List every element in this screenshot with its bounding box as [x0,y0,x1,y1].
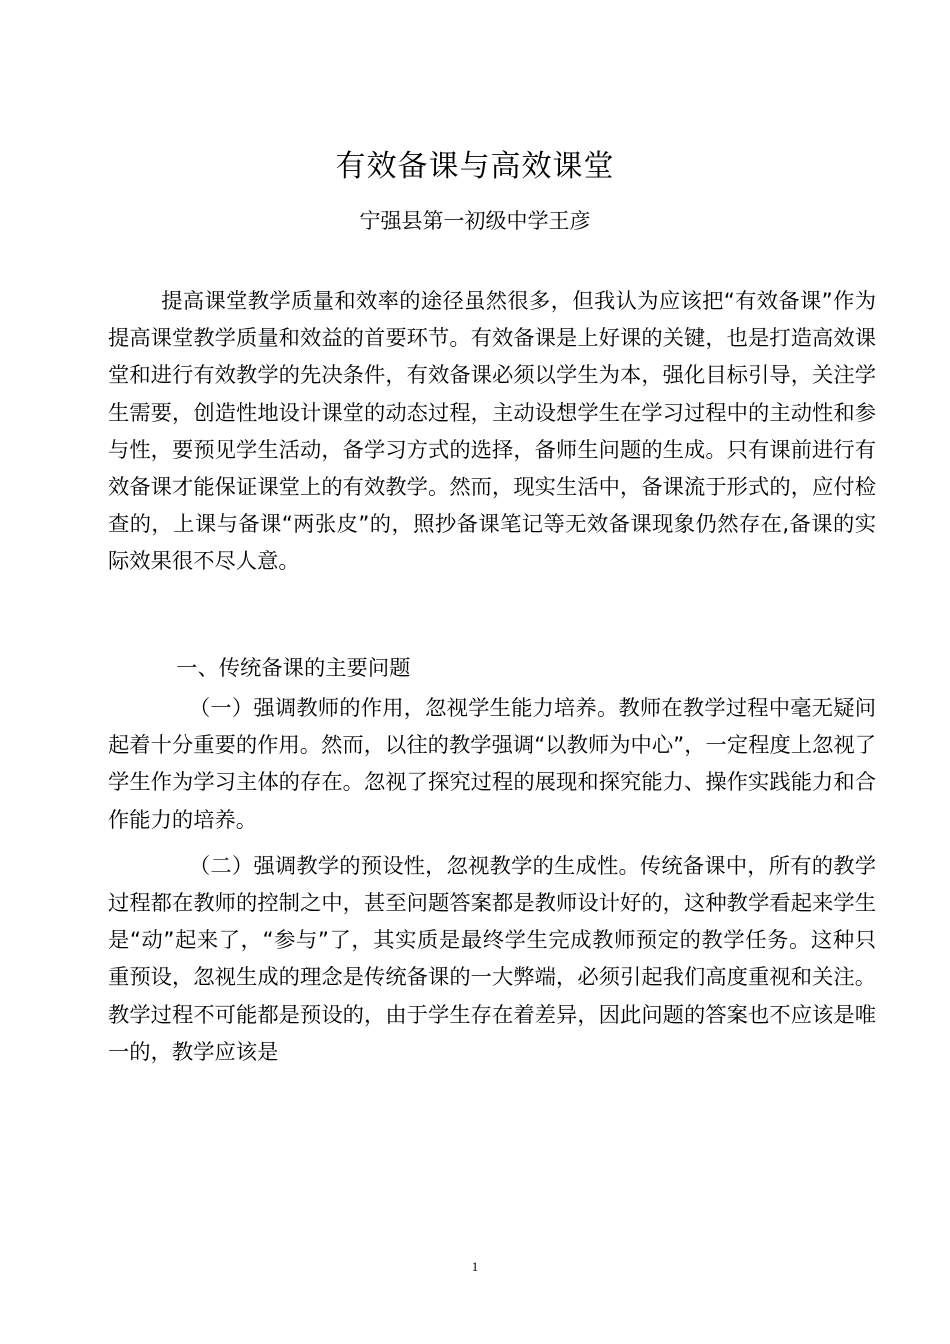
point-two-paragraph: （二）强调教学的预设性，忽视教学的生成性。传统备课中，所有的教学过程都在教师的控制之中，甚至问题答案都是教师设计好的，这种教学看起来学生是“动”起来了，“参与”了，其实质是最终学生完成教师预定的教学任务。这种只重预设，忽视生成的理念是传统备课的一大弊端，必须引起我们高度重视和关注。教学过程不可能都是预设的，由于学生存在着差异，因此问题的答案也不应该是唯一的，教学应该是 [108,853,876,1065]
page-number: 1 [471,1259,479,1274]
author-line: 宁强县第一初级中学王彦 [359,209,591,233]
document-title: 有效备课与高效课堂 [335,149,615,184]
section-body [108,690,876,1071]
section-heading: 一、传统备课的主要问题 [176,656,411,681]
point-one-paragraph: （一）强调教师的作用，忽视学生能力培养。教师在教学过程中毫无疑问起着十分重要的作用。然而，以往的教学强调“以教师为中心”，一定程度上忽视了学生作为学习主体的存在。忽视了探究过程的展现和探究能力、操作实践能力和合作能力的培养。 [108,696,876,833]
intro-paragraph: 提高课堂教学质量和效率的途径虽然很多，但我认为应该把“有效备课”作为提高课堂教学质量和效益的首要环节。有效备课是上好课的关键，也是打造高效课堂和进行有效教学的先决条件，有效备课必须以学生为本，强化目标引导，关注学生需要，创造性地设计课堂的动态过程，主动设想学生在学习过程中的主动性和参与性，要预见学生活动，备学习方式的选择，备师生问题的生成。只有课前进行有效备课才能保证课堂上的有效教学。然而，现实生活中，备课流于形式的，应付检查的，上课与备课“两张皮”的，照抄备课笔记等无效备课现象仍然存在,备课的实际效果很不尽人意。 [108,289,876,575]
intro-section [108,283,876,581]
